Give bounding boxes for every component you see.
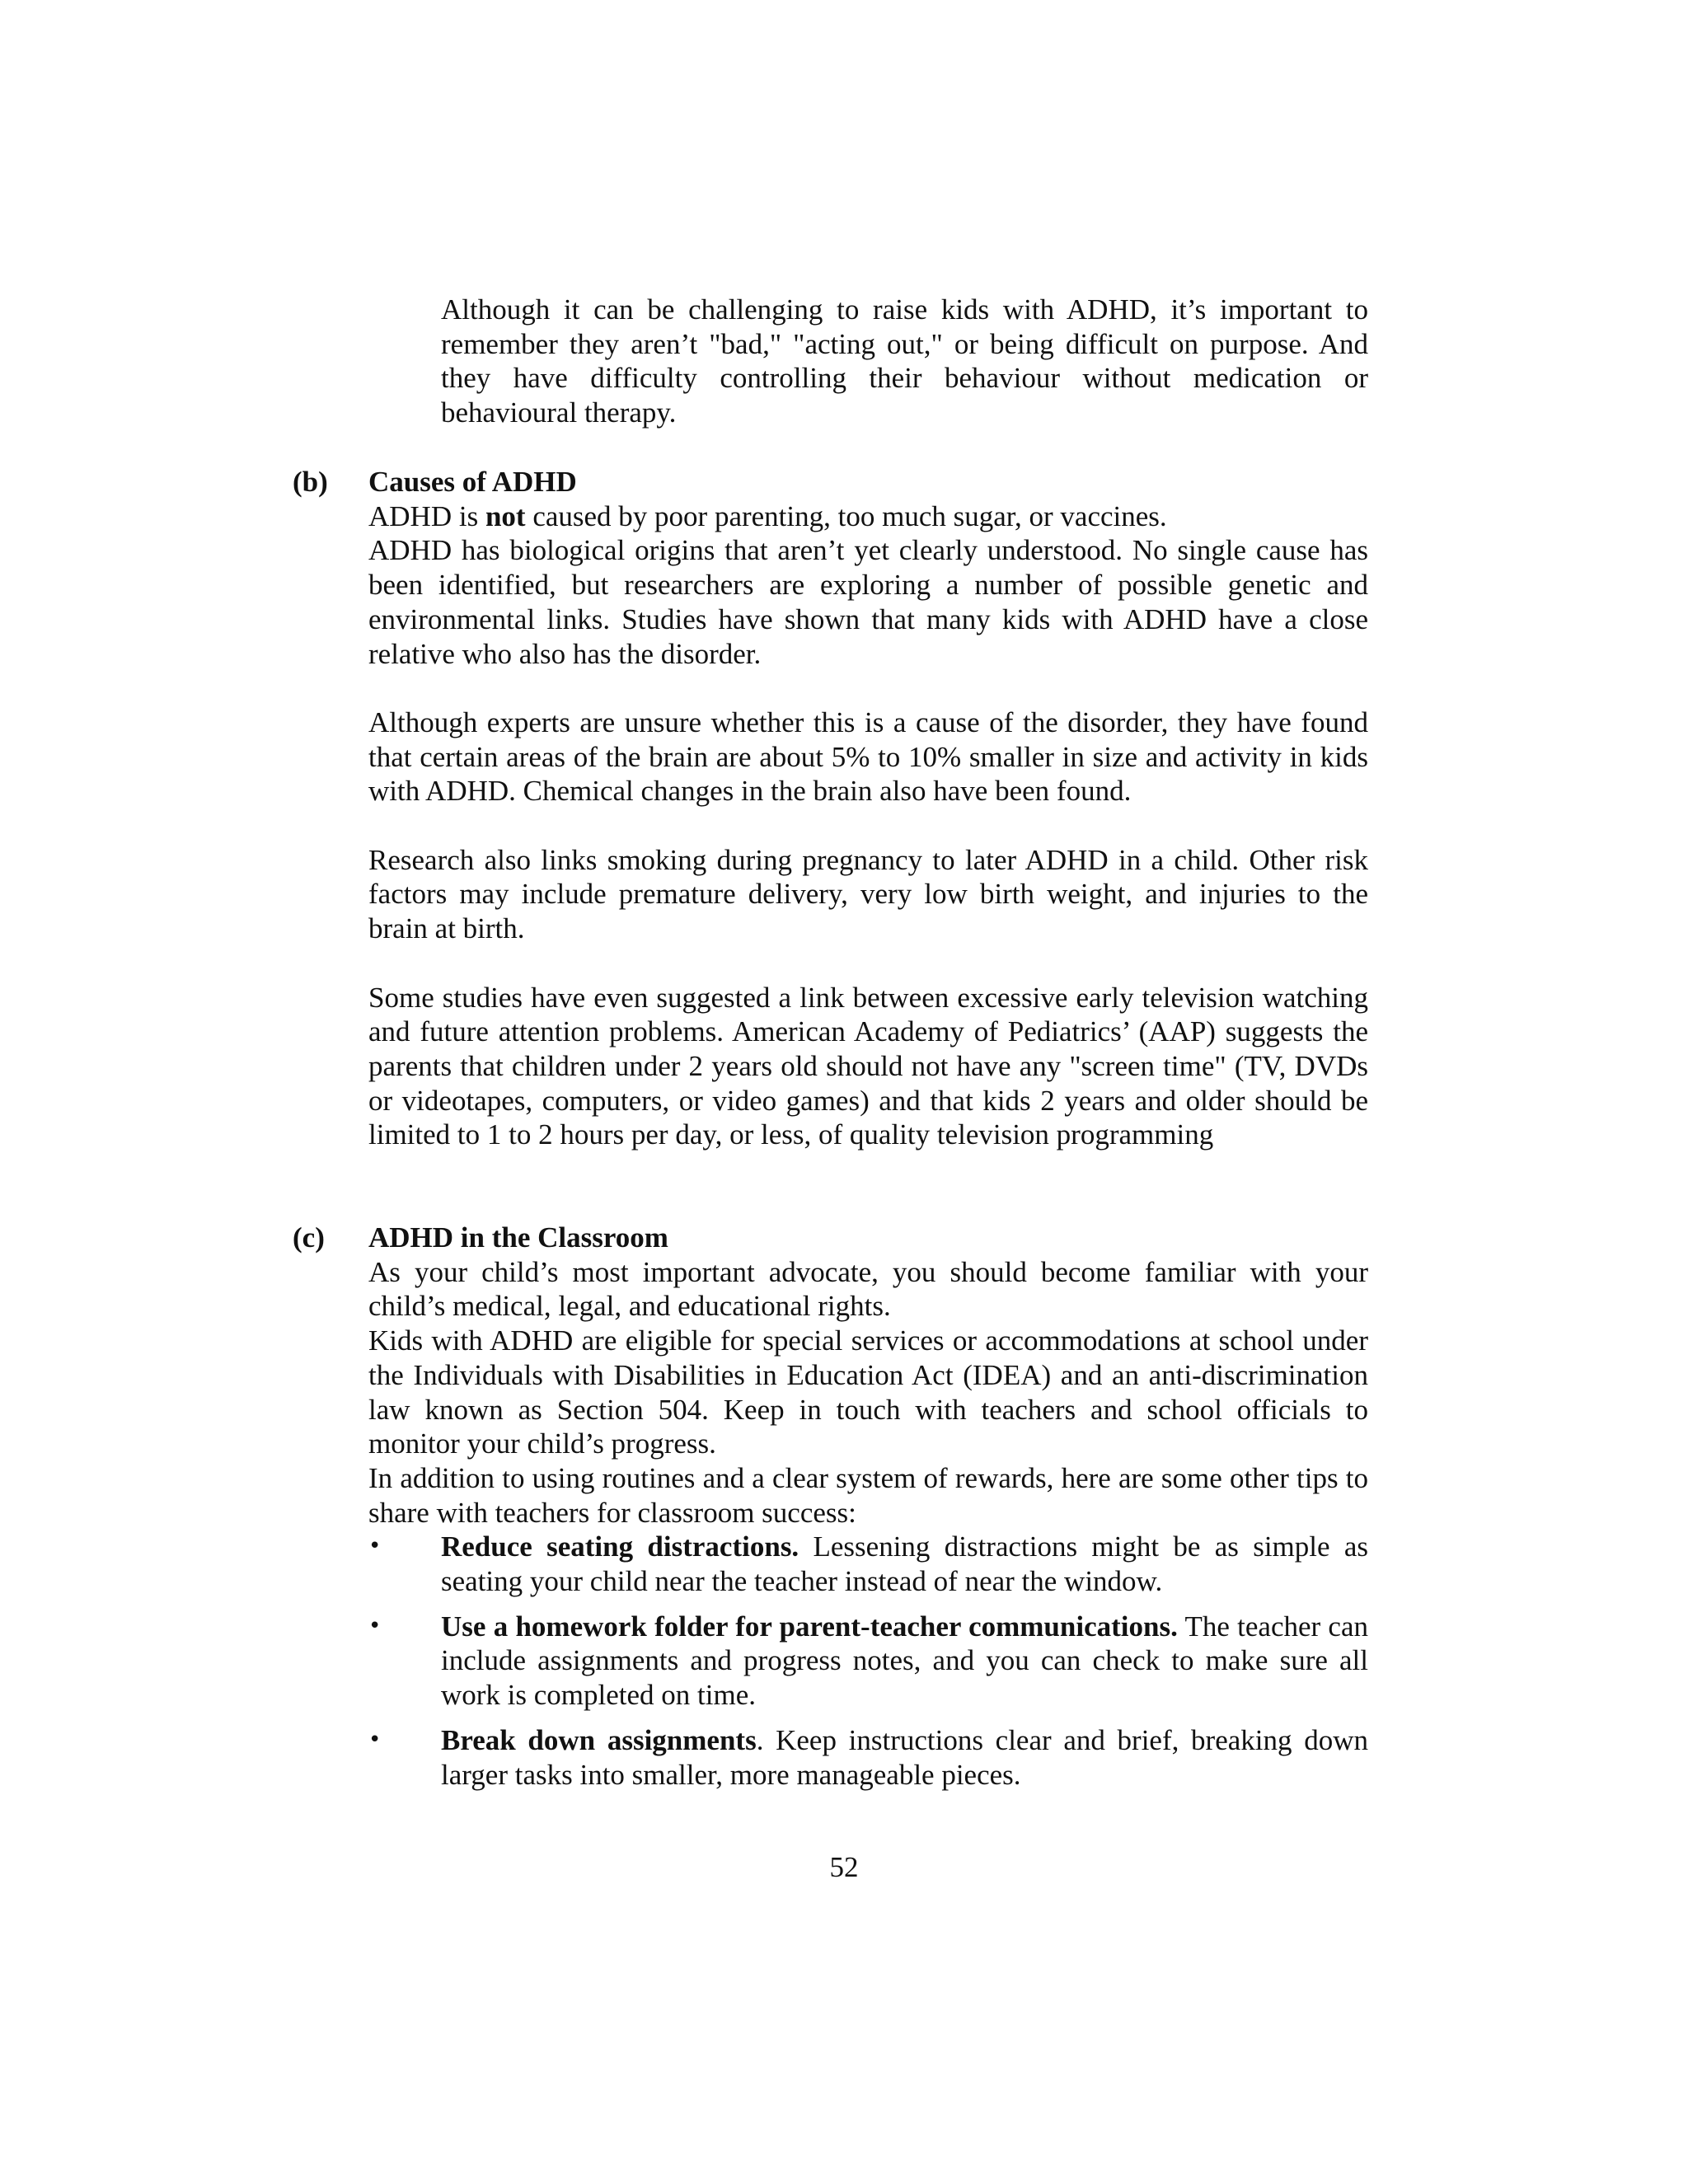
tip-text: Lessening distractions might be as simple as seating your child near the teacher instead of near the window. bbox=[441, 1530, 1368, 1598]
section-body bbox=[368, 465, 1368, 1152]
bullet-icon: • bbox=[368, 1727, 382, 1752]
paragraph: ADHD has biological origins that aren’t yet clearly understood. No single cause has been identified, but researchers are exploring a number of possible genetic and environmental links. Studies have shown that many kids with ADHD have a close relative who also has the disorder. bbox=[368, 534, 1368, 670]
paragraph: Although experts are unsure whether this is a cause of the disorder, they have found that certain areas of the brain are about 5% to 10% smaller in size and activity in kids with ADHD. Chemical changes in the brain also have been found. bbox=[368, 705, 1368, 808]
tip-text: . Keep instructions clear and brief, breaking down larger tasks into smaller, more manageable pieces. bbox=[441, 1723, 1368, 1791]
paragraph: Kids with ADHD are eligible for special services or accommodations at school under the Individuals with Disabilities in Education Act (IDEA) and an anti-discrimination law known as Section 504. Keep in touch with teachers and school officials to monitor your child’s progress. bbox=[368, 1324, 1368, 1460]
list-item bbox=[368, 1723, 1368, 1792]
tip-lead: Use a homework folder for parent-teacher communications. bbox=[441, 1610, 1178, 1643]
page-number: 52 bbox=[829, 1851, 859, 1883]
section-body bbox=[368, 1221, 1368, 1792]
emphasis-text: not bbox=[485, 499, 526, 532]
paragraph-text: ADHD is bbox=[368, 499, 485, 532]
section-letter: (b) bbox=[293, 466, 328, 498]
bullet-icon: • bbox=[368, 1534, 382, 1559]
list-item bbox=[368, 1610, 1368, 1713]
tip-text: The teacher can include assignments and progress notes, and you can check to make sure all work is completed on time. bbox=[441, 1610, 1368, 1712]
paragraph: As your child’s most important advocate, you should become familiar with your child’s medical, legal, and educational rights. bbox=[368, 1255, 1368, 1323]
tip-lead: Break down assignments bbox=[441, 1723, 757, 1756]
section-causes bbox=[293, 465, 1368, 1152]
tip-lead: Reduce seating distractions. bbox=[441, 1530, 799, 1563]
tips-list bbox=[368, 1530, 1368, 1792]
section-heading: Causes of ADHD bbox=[368, 466, 577, 498]
paragraph bbox=[368, 499, 1368, 534]
paragraph-text: caused by poor parenting, too much sugar, or vaccines. bbox=[525, 499, 1167, 532]
paragraph: Some studies have even suggested a link between excessive early television watching and future attention problems. American Academy of Pediatrics’ (AAP) suggests the parents that children under 2 years old should not have any "screen time" (TV, DVDs or videotapes, computers, or video games) and that kids 2 years and older should be limited to 1 to 2 hours per day, or less, of quality television programming bbox=[368, 981, 1368, 1151]
intro-paragraph: Although it can be challenging to raise kids with ADHD, it’s important to remember they aren’t "bad," "acting out," or being difficult on purpose. And they have difficulty controlling their behaviour without medication or behavioural therapy. bbox=[441, 293, 1368, 429]
section-heading: ADHD in the Classroom bbox=[368, 1221, 668, 1254]
list-item bbox=[368, 1530, 1368, 1598]
paragraph: In addition to using routines and a clear system of rewards, here are some other tips to share with teachers for classroom success: bbox=[368, 1461, 1368, 1529]
section-classroom bbox=[293, 1221, 1368, 1792]
paragraph: Research also links smoking during pregnancy to later ADHD in a child. Other risk factors may include premature delivery, very low birth weight, and injuries to the brain at birth. bbox=[368, 843, 1368, 945]
section-letter: (c) bbox=[293, 1221, 325, 1254]
bullet-icon: • bbox=[368, 1613, 382, 1638]
